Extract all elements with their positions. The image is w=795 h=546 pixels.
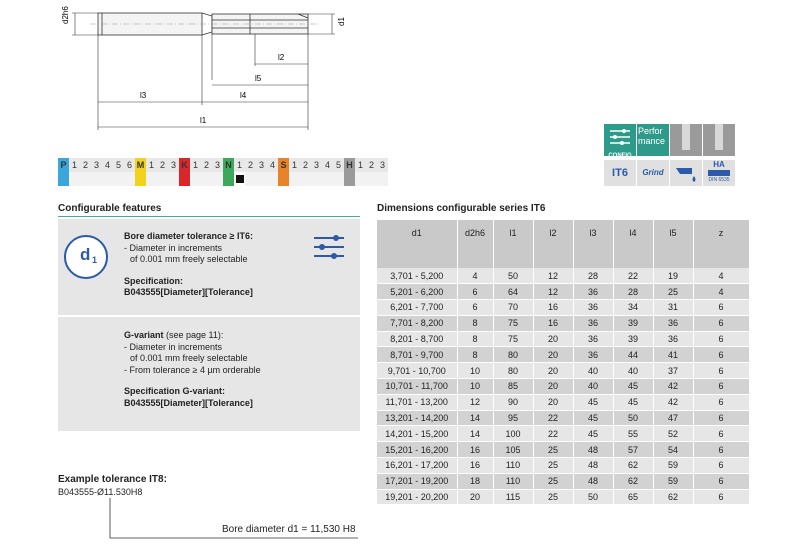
material-number: 2 <box>366 158 377 172</box>
table-cell: 9,701 - 10,700 <box>377 363 457 379</box>
table-cell: 14 <box>457 426 493 442</box>
material-group-m <box>135 158 179 186</box>
table-cell: 48 <box>573 442 613 458</box>
table-cell: 36 <box>573 284 613 300</box>
table-cell: 39 <box>613 331 653 347</box>
icon-tool-2 <box>703 124 735 156</box>
table-cell: 110 <box>493 458 533 474</box>
material-number: 3 <box>168 158 179 172</box>
material-number: 3 <box>311 158 322 172</box>
table-cell: 4 <box>693 268 749 284</box>
diameter-icon: d 1 <box>64 235 108 279</box>
bore-diameter-text: Bore diameter d1 = 11,530 H8 <box>222 524 356 535</box>
column-header: z <box>693 220 749 268</box>
table-cell: 75 <box>493 331 533 347</box>
dim-l4-label: l4 <box>240 91 247 100</box>
table-cell: 52 <box>653 426 693 442</box>
material-number: 4 <box>267 158 278 172</box>
table-cell: 34 <box>613 300 653 316</box>
table-cell: 6 <box>693 300 749 316</box>
table-row <box>377 347 749 363</box>
table-cell: 45 <box>613 379 653 395</box>
table-cell: 25 <box>533 489 573 505</box>
config-separator <box>58 315 360 317</box>
column-header: l1 <box>493 220 533 268</box>
table-row <box>377 458 749 474</box>
table-cell: 100 <box>493 426 533 442</box>
material-number: 3 <box>256 158 267 172</box>
material-group-k <box>179 158 223 186</box>
table-cell: 16 <box>533 300 573 316</box>
table-cell: 6 <box>693 442 749 458</box>
table-cell: 95 <box>493 410 533 426</box>
table-cell: 36 <box>653 331 693 347</box>
icon-it6: IT6 <box>604 160 636 186</box>
table-cell: 45 <box>613 394 653 410</box>
table-cell: 3,701 - 5,200 <box>377 268 457 284</box>
table-cell: 10,701 - 11,700 <box>377 379 457 395</box>
table-cell: 18 <box>457 473 493 489</box>
material-group-n <box>223 158 278 186</box>
material-letter: S <box>278 158 289 172</box>
table-cell: 25 <box>533 442 573 458</box>
table-cell: 41 <box>653 347 693 363</box>
table-cell: 8 <box>457 315 493 331</box>
table-cell: 105 <box>493 442 533 458</box>
table-cell: 85 <box>493 379 533 395</box>
material-number: 3 <box>377 158 388 172</box>
config-divider <box>58 216 360 217</box>
table-row <box>377 363 749 379</box>
table-cell: 19,201 - 20,200 <box>377 489 457 505</box>
table-cell: 8,701 - 9,700 <box>377 347 457 363</box>
material-number: 5 <box>113 158 124 172</box>
table-header-row <box>377 220 749 268</box>
material-number: 1 <box>69 158 80 172</box>
table-cell: 8 <box>457 347 493 363</box>
table-cell: 6 <box>693 394 749 410</box>
table-cell: 14 <box>457 410 493 426</box>
table-cell: 48 <box>573 473 613 489</box>
table-cell: 45 <box>573 426 613 442</box>
table-cell: 6 <box>693 315 749 331</box>
table-cell: 6 <box>457 300 493 316</box>
table-cell: 6 <box>693 426 749 442</box>
table-cell: 12 <box>533 284 573 300</box>
table-row <box>377 473 749 489</box>
table-cell: 10 <box>457 363 493 379</box>
column-header: l4 <box>613 220 653 268</box>
table-cell: 20 <box>533 394 573 410</box>
reamer-drawing <box>50 0 350 140</box>
material-number: 1 <box>355 158 366 172</box>
material-number: 5 <box>333 158 344 172</box>
table-cell: 48 <box>573 458 613 474</box>
table-cell: 4 <box>457 268 493 284</box>
table-cell: 59 <box>653 458 693 474</box>
table-cell: 22 <box>613 268 653 284</box>
material-number: 1 <box>190 158 201 172</box>
icon-grind: Grind <box>637 160 669 186</box>
icon-tool-1 <box>670 124 702 156</box>
material-strip <box>58 158 388 186</box>
table-cell: 13,201 - 14,200 <box>377 410 457 426</box>
table-cell: 62 <box>613 473 653 489</box>
table-cell: 28 <box>613 284 653 300</box>
table-cell: 20 <box>533 331 573 347</box>
dim-l1-label: l1 <box>200 116 207 125</box>
icon-coolant <box>670 160 702 186</box>
table-row <box>377 489 749 505</box>
table-cell: 36 <box>573 347 613 363</box>
table-cell: 44 <box>613 347 653 363</box>
table-cell: 50 <box>613 410 653 426</box>
dimensions-title: Dimensions configurable series IT6 <box>377 203 546 214</box>
table-row <box>377 331 749 347</box>
material-number: 2 <box>80 158 91 172</box>
block1-title: Bore diameter tolerance ≥ IT6: <box>124 231 253 241</box>
table-row <box>377 426 749 442</box>
table-cell: 8,201 - 8,700 <box>377 331 457 347</box>
table-cell: 40 <box>573 363 613 379</box>
dim-d1-label: d1 <box>337 17 346 26</box>
table-row <box>377 410 749 426</box>
table-cell: 12 <box>533 268 573 284</box>
table-row <box>377 284 749 300</box>
table-cell: 8 <box>457 331 493 347</box>
icon-ha: HA DIN 6535 <box>703 160 735 186</box>
table-cell: 36 <box>573 331 613 347</box>
table-cell: 20 <box>457 489 493 505</box>
sliders-icon <box>312 233 346 261</box>
table-cell: 70 <box>493 300 533 316</box>
material-number: 2 <box>157 158 168 172</box>
table-cell: 20 <box>533 347 573 363</box>
table-cell: 25 <box>533 458 573 474</box>
material-number: 4 <box>102 158 113 172</box>
table-cell: 42 <box>653 394 693 410</box>
material-group-s <box>278 158 344 186</box>
dim-d2-label: d2h6 <box>61 6 70 24</box>
table-cell: 16 <box>533 315 573 331</box>
material-letter: K <box>179 158 190 172</box>
table-cell: 14,201 - 15,200 <box>377 426 457 442</box>
table-row <box>377 394 749 410</box>
sliders-icon <box>604 124 636 148</box>
table-cell: 6 <box>693 410 749 426</box>
icon-config: CONFIG <box>604 124 636 156</box>
config-panel: d 1 Bore diameter tolerance ≥ IT6: - Diameter in increments of 0.001 mm freely selectable Specification: B043555[Diameter][Tolerance] G-variant (see page 11): - Diameter in increments of 0.001 mm freely selectable - From tolerance ≥ 4 µm orderable Specification G-variant: B043555[Diameter][Tolerance] <box>58 219 360 431</box>
table-cell: 6 <box>693 347 749 363</box>
dim-l2-label: l2 <box>278 53 285 62</box>
table-row <box>377 379 749 395</box>
table-cell: 20 <box>533 363 573 379</box>
dim-l3-label: l3 <box>140 91 147 100</box>
table-cell: 25 <box>533 473 573 489</box>
material-number: 1 <box>234 158 245 172</box>
table-cell: 65 <box>613 489 653 505</box>
table-cell: 19 <box>653 268 693 284</box>
table-cell: 80 <box>493 363 533 379</box>
material-number: 2 <box>201 158 212 172</box>
table-cell: 11,701 - 13,200 <box>377 394 457 410</box>
material-letter: N <box>223 158 234 172</box>
table-cell: 80 <box>493 347 533 363</box>
material-letter: M <box>136 160 145 170</box>
material-number: 3 <box>212 158 223 172</box>
material-number: 2 <box>300 158 311 172</box>
table-row <box>377 300 749 316</box>
icon-performance: Perfor mance <box>637 124 669 156</box>
material-group-p <box>58 158 135 186</box>
table-row <box>377 315 749 331</box>
table-row <box>377 442 749 458</box>
table-cell: 110 <box>493 473 533 489</box>
table-cell: 6 <box>457 284 493 300</box>
table-cell: 45 <box>573 410 613 426</box>
table-cell: 6 <box>693 458 749 474</box>
table-cell: 15,201 - 16,200 <box>377 442 457 458</box>
dimensions-table <box>377 220 750 505</box>
table-cell: 62 <box>653 489 693 505</box>
table-cell: 16,201 - 17,200 <box>377 458 457 474</box>
table-cell: 75 <box>493 315 533 331</box>
table-cell: 4 <box>693 284 749 300</box>
table-cell: 16 <box>457 458 493 474</box>
material-group-h <box>344 158 388 186</box>
table-cell: 12 <box>457 394 493 410</box>
example-title: Example tolerance IT8: <box>58 474 167 485</box>
table-cell: 16 <box>457 442 493 458</box>
table-row <box>377 268 749 284</box>
table-cell: 36 <box>653 315 693 331</box>
table-cell: 54 <box>653 442 693 458</box>
table-cell: 36 <box>573 315 613 331</box>
config-title: Configurable features <box>58 203 162 214</box>
material-letter: P <box>58 158 69 172</box>
table-cell: 22 <box>533 410 573 426</box>
table-cell: 6 <box>693 331 749 347</box>
table-cell: 50 <box>573 489 613 505</box>
table-cell: 50 <box>493 268 533 284</box>
material-number: 3 <box>91 158 102 172</box>
table-cell: 57 <box>613 442 653 458</box>
table-cell: 10 <box>457 379 493 395</box>
table-cell: 17,201 - 19,200 <box>377 473 457 489</box>
column-header: l5 <box>653 220 693 268</box>
material-letter: H <box>344 158 355 172</box>
table-cell: 6 <box>693 489 749 505</box>
table-cell: 6,201 - 7,700 <box>377 300 457 316</box>
table-cell: 62 <box>613 458 653 474</box>
column-header: d2h6 <box>457 220 493 268</box>
table-cell: 37 <box>653 363 693 379</box>
table-cell: 25 <box>653 284 693 300</box>
table-cell: 20 <box>533 379 573 395</box>
table-cell: 6 <box>693 379 749 395</box>
table-cell: 6 <box>693 473 749 489</box>
table-cell: 40 <box>613 363 653 379</box>
table-cell: 42 <box>653 379 693 395</box>
table-cell: 39 <box>613 315 653 331</box>
material-number: 4 <box>322 158 333 172</box>
column-header: d1 <box>377 220 457 268</box>
table-cell: 40 <box>573 379 613 395</box>
table-cell: 47 <box>653 410 693 426</box>
column-header: l2 <box>533 220 573 268</box>
material-number: 1 <box>146 158 157 172</box>
table-cell: 31 <box>653 300 693 316</box>
table-cell: 55 <box>613 426 653 442</box>
table-cell: 45 <box>573 394 613 410</box>
table-cell: 36 <box>573 300 613 316</box>
table-cell: 7,701 - 8,200 <box>377 315 457 331</box>
table-cell: 28 <box>573 268 613 284</box>
material-number: 1 <box>289 158 300 172</box>
table-cell: 64 <box>493 284 533 300</box>
table-cell: 6 <box>693 363 749 379</box>
material-number: 6 <box>124 158 135 172</box>
table-cell: 5,201 - 6,200 <box>377 284 457 300</box>
dim-l5-label: l5 <box>255 74 262 83</box>
table-cell: 90 <box>493 394 533 410</box>
table-cell: 59 <box>653 473 693 489</box>
example-code: B043555-Ø11.530H8 <box>58 487 143 497</box>
column-header: l3 <box>573 220 613 268</box>
table-cell: 115 <box>493 489 533 505</box>
table-cell: 22 <box>533 426 573 442</box>
material-number: 2 <box>245 158 256 172</box>
